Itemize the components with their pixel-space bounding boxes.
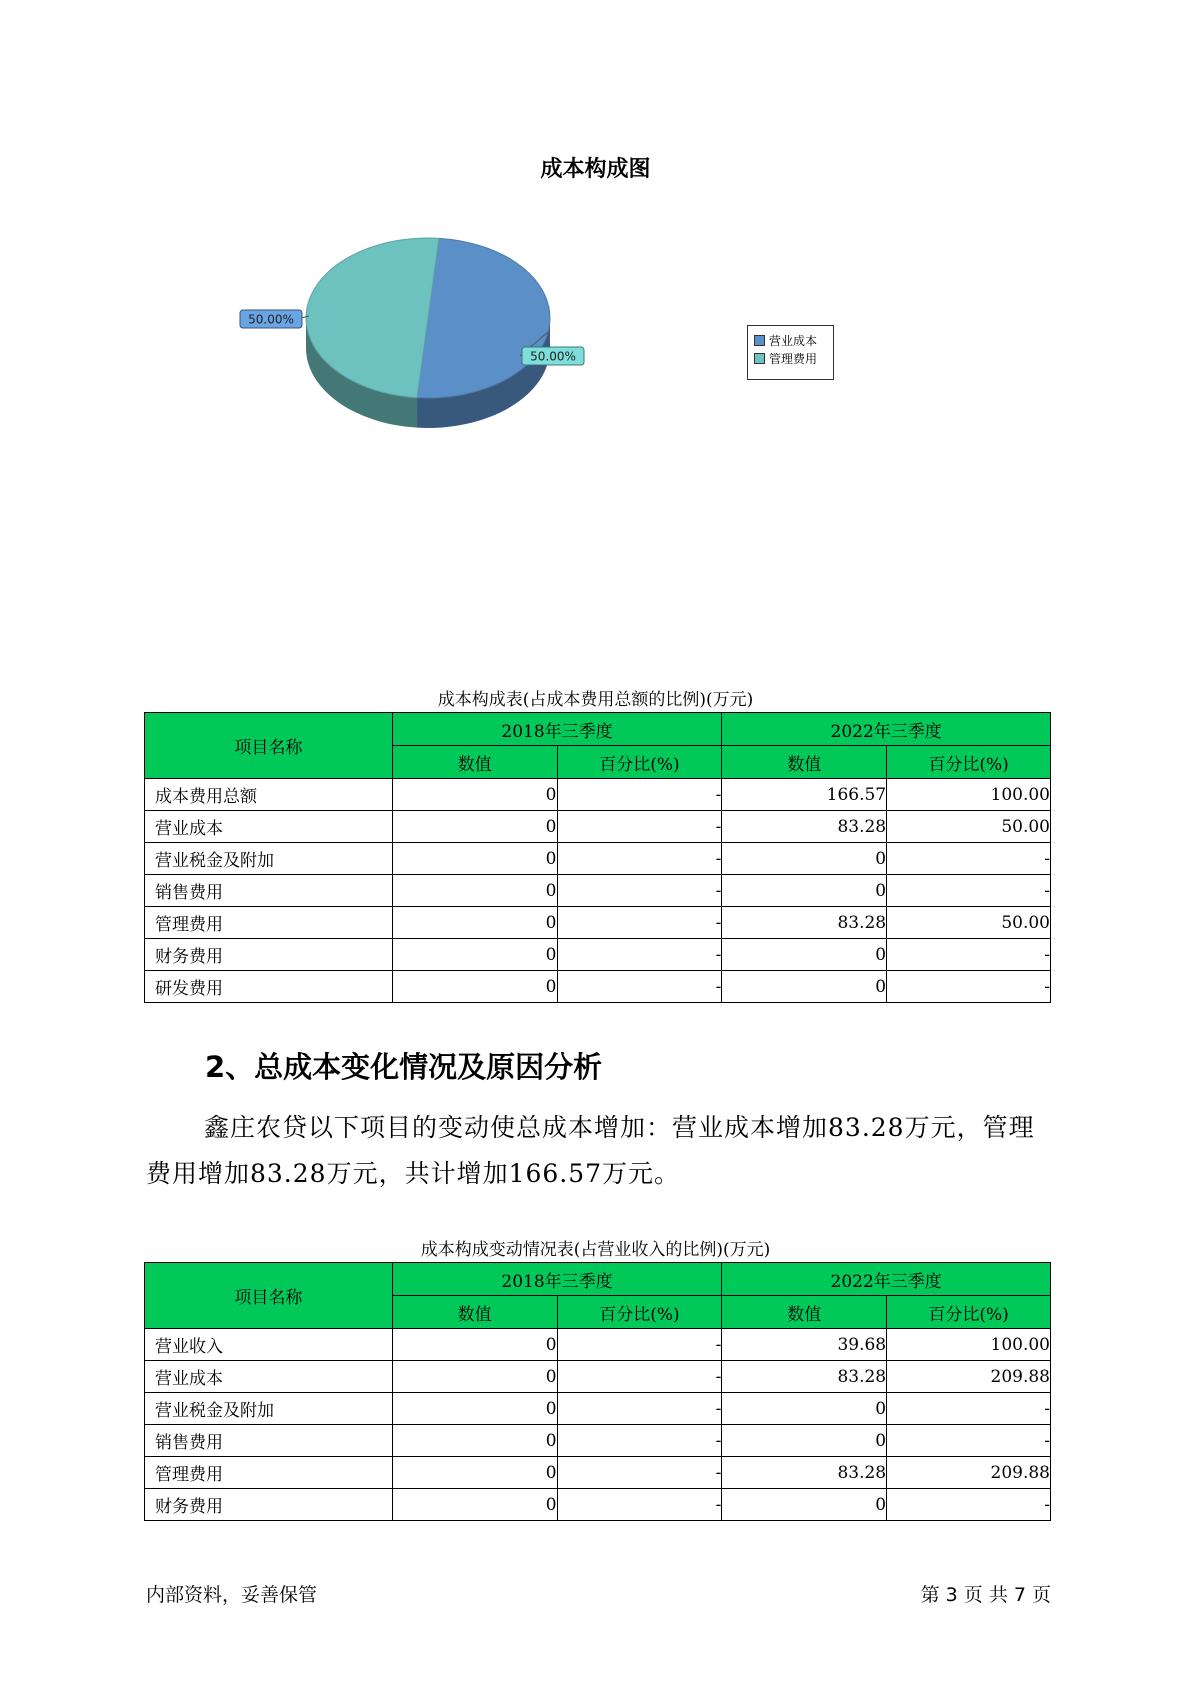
header-period-2022: 2022年三季度 (722, 1263, 1051, 1296)
value-cell: 0 (392, 779, 557, 811)
legend-label: 管理费用 (769, 351, 818, 366)
table-row (145, 779, 1051, 811)
legend-item (748, 331, 833, 349)
legend-item (748, 349, 833, 367)
percent-cell: - (887, 1393, 1051, 1425)
percent-cell: - (557, 1489, 722, 1521)
header-value: 数值 (392, 746, 557, 779)
percent-cell: 100.00 (887, 1329, 1051, 1361)
analysis-paragraph: 鑫庄农贷以下项目的变动使总成本增加：营业成本增加83.28万元，管理费用增加83.28万元，共计增加166.57万元。 (146, 1113, 1035, 1188)
chart-legend (747, 325, 834, 380)
percent-cell: 50.00 (887, 811, 1051, 843)
value-cell: 0 (722, 1489, 887, 1521)
percent-cell: 209.88 (887, 1457, 1051, 1489)
footer-confidential: 内部资料，妥善保管 (146, 1584, 318, 1606)
header-percent: 百分比(%) (887, 746, 1051, 779)
header-period-2022: 2022年三季度 (722, 713, 1051, 746)
value-cell: 83.28 (722, 907, 887, 939)
table1-caption: 成本构成表(占成本费用总额的比例)(万元) (437, 690, 754, 710)
value-cell: 0 (722, 939, 887, 971)
legend-label: 营业成本 (769, 333, 818, 348)
value-cell: 0 (392, 939, 557, 971)
percent-cell: - (557, 1457, 722, 1489)
value-cell: 0 (722, 1425, 887, 1457)
percent-cell: - (557, 1393, 722, 1425)
row-name-cell: 财务费用 (145, 1489, 393, 1521)
table-row (145, 1425, 1051, 1457)
table-row (145, 971, 1051, 1003)
value-cell: 0 (392, 971, 557, 1003)
value-cell: 0 (722, 875, 887, 907)
percent-cell: - (887, 1489, 1051, 1521)
table-row (145, 907, 1051, 939)
data-label: 50.00% (530, 349, 576, 364)
cost-structure-table (144, 712, 1051, 1003)
value-cell: 0 (392, 1329, 557, 1361)
value-cell: 83.28 (722, 1457, 887, 1489)
percent-cell: - (557, 907, 722, 939)
value-cell: 0 (392, 1361, 557, 1393)
header-item-name: 项目名称 (145, 1263, 393, 1329)
value-cell: 0 (392, 875, 557, 907)
value-cell: 166.57 (722, 779, 887, 811)
table-row (145, 811, 1051, 843)
percent-cell: - (557, 939, 722, 971)
table-row (145, 939, 1051, 971)
table-row (145, 1361, 1051, 1393)
legend-swatch (754, 335, 765, 346)
chart-title: 成本构成图 (540, 157, 651, 182)
table2-caption: 成本构成变动情况表(占营业收入的比例)(万元) (420, 1240, 771, 1260)
row-name-cell: 销售费用 (145, 875, 393, 907)
row-name-cell: 营业税金及附加 (145, 843, 393, 875)
value-cell: 0 (392, 907, 557, 939)
section-heading: 2、总成本变化情况及原因分析 (205, 1050, 603, 1084)
footer-page-number: 第 3 页 共 7 页 (920, 1584, 1051, 1606)
percent-cell: 100.00 (887, 779, 1051, 811)
percent-cell: 209.88 (887, 1361, 1051, 1393)
value-cell: 0 (722, 1393, 887, 1425)
row-name-cell: 营业成本 (145, 811, 393, 843)
header-percent: 百分比(%) (557, 746, 722, 779)
row-name-cell: 营业成本 (145, 1361, 393, 1393)
header-percent: 百分比(%) (887, 1296, 1051, 1329)
value-cell: 39.68 (722, 1329, 887, 1361)
header-value: 数值 (722, 746, 887, 779)
table-row (145, 1489, 1051, 1521)
percent-cell: - (887, 843, 1051, 875)
row-name-cell: 销售费用 (145, 1425, 393, 1457)
percent-cell: - (557, 779, 722, 811)
value-cell: 0 (392, 843, 557, 875)
percent-cell: - (557, 1425, 722, 1457)
cost-change-table (144, 1262, 1051, 1521)
value-cell: 0 (722, 971, 887, 1003)
table-row (145, 1457, 1051, 1489)
percent-cell: 50.00 (887, 907, 1051, 939)
percent-cell: - (557, 971, 722, 1003)
percent-cell: - (887, 875, 1051, 907)
value-cell: 83.28 (722, 1361, 887, 1393)
value-cell: 0 (722, 843, 887, 875)
percent-cell: - (557, 811, 722, 843)
percent-cell: - (557, 1361, 722, 1393)
pie-chart (0, 0, 1191, 480)
value-cell: 0 (392, 1393, 557, 1425)
header-percent: 百分比(%) (557, 1296, 722, 1329)
table-row (145, 1393, 1051, 1425)
table-row (145, 843, 1051, 875)
row-name-cell: 财务费用 (145, 939, 393, 971)
row-name-cell: 成本费用总额 (145, 779, 393, 811)
value-cell: 0 (392, 1489, 557, 1521)
table-row (145, 1329, 1051, 1361)
header-item-name: 项目名称 (145, 713, 393, 779)
row-name-cell: 管理费用 (145, 907, 393, 939)
value-cell: 0 (392, 811, 557, 843)
value-cell: 83.28 (722, 811, 887, 843)
percent-cell: - (887, 939, 1051, 971)
header-value: 数值 (722, 1296, 887, 1329)
data-label: 50.00% (248, 312, 294, 327)
row-name-cell: 管理费用 (145, 1457, 393, 1489)
percent-cell: - (557, 875, 722, 907)
header-period-2018: 2018年三季度 (392, 713, 722, 746)
legend-swatch (754, 353, 765, 364)
row-name-cell: 研发费用 (145, 971, 393, 1003)
header-value: 数值 (392, 1296, 557, 1329)
percent-cell: - (887, 1425, 1051, 1457)
percent-cell: - (887, 971, 1051, 1003)
percent-cell: - (557, 1329, 722, 1361)
percent-cell: - (557, 843, 722, 875)
row-name-cell: 营业收入 (145, 1329, 393, 1361)
table-row (145, 875, 1051, 907)
value-cell: 0 (392, 1457, 557, 1489)
row-name-cell: 营业税金及附加 (145, 1393, 393, 1425)
header-period-2018: 2018年三季度 (392, 1263, 722, 1296)
value-cell: 0 (392, 1425, 557, 1457)
